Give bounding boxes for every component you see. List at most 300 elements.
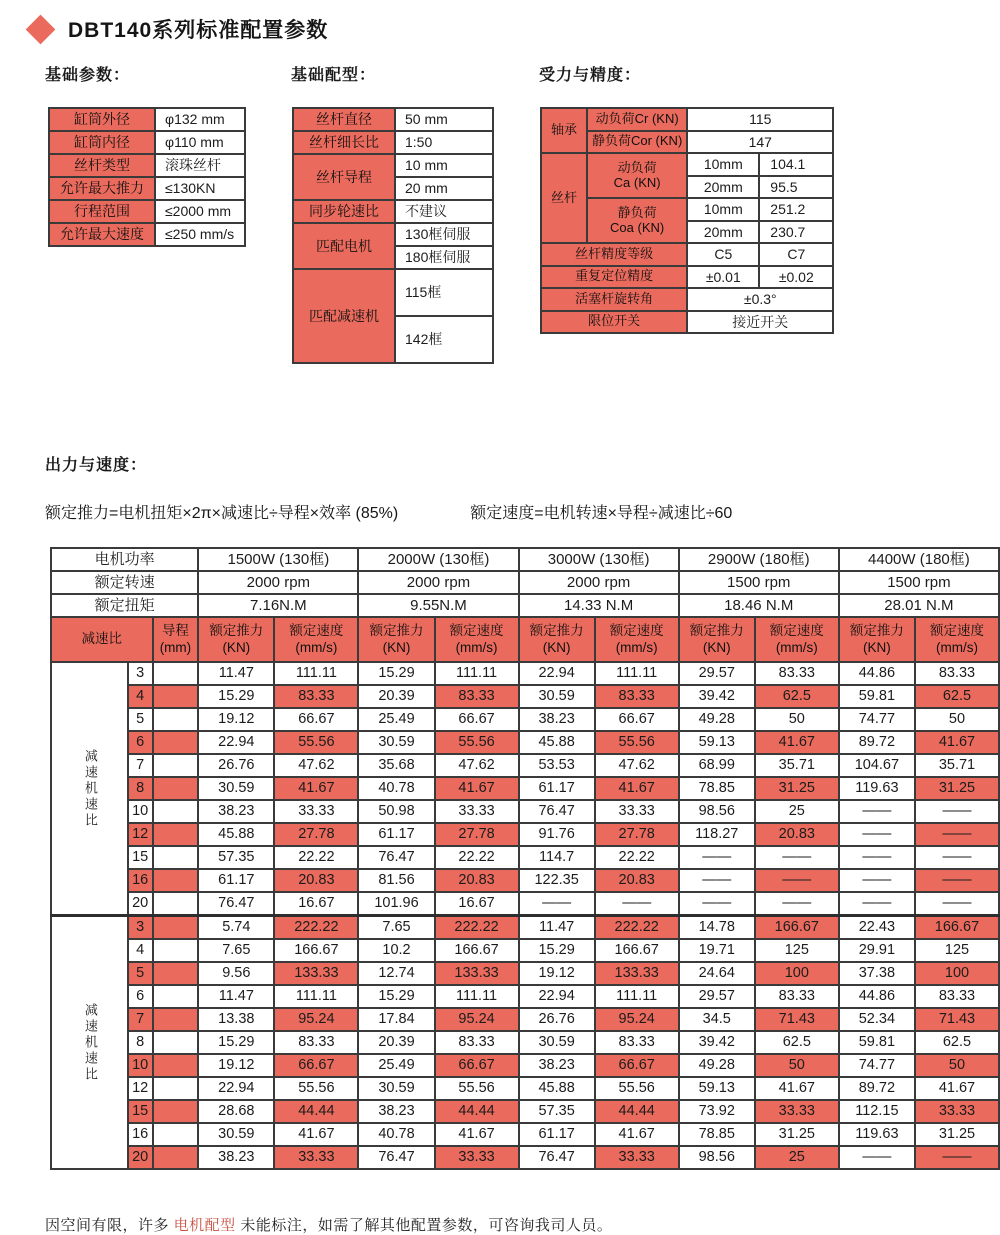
lead-key: 20mm: [687, 176, 759, 199]
label-line: 静负荷: [617, 204, 657, 220]
speed-cell: 83.33: [274, 1031, 358, 1054]
ratio-row: [51, 1031, 999, 1054]
row-label: 电机功率: [51, 548, 198, 571]
speed-cell: 20.83: [595, 869, 679, 892]
header-line: (mm/s): [935, 639, 978, 655]
thrust-cell: 7.65: [198, 939, 274, 962]
thrust-cell: 26.76: [198, 754, 274, 777]
speed-cell: 41.67: [595, 1123, 679, 1146]
speed-cell: 83.33: [274, 685, 358, 708]
thrust-cell: 81.56: [358, 869, 434, 892]
lead-cell: [153, 662, 199, 685]
lead-cell: [153, 1054, 199, 1077]
speed-cell: 66.67: [595, 708, 679, 731]
thrust-cell: 76.47: [198, 892, 274, 916]
ratio-row: [51, 777, 999, 800]
ratio-row: [51, 916, 999, 940]
speed-cell: 27.78: [595, 823, 679, 846]
config-value: 20 mm: [395, 177, 493, 200]
speed-cell: 41.67: [274, 1123, 358, 1146]
header-line: (KN): [542, 639, 571, 655]
speed-cell: 133.33: [595, 962, 679, 985]
ratio-row: [51, 823, 999, 846]
speed-cell: 66.67: [435, 708, 519, 731]
thrust-cell: 22.94: [198, 731, 274, 754]
speed-cell: 55.56: [435, 731, 519, 754]
ratio-row: [51, 1100, 999, 1123]
basic-params-table: [48, 107, 246, 247]
config-label: 丝杆导程: [293, 154, 395, 200]
header-line: (mm/s): [615, 639, 658, 655]
row-value: C7: [759, 243, 833, 266]
lead-cell: [153, 939, 199, 962]
header-line: (mm/s): [295, 639, 338, 655]
speed-cell: 41.67: [755, 1077, 839, 1100]
speed-cell: 33.33: [274, 1146, 358, 1169]
ratio-cell: 10: [128, 1054, 153, 1077]
config-value: 不建议: [395, 200, 493, 223]
speed-cell: 41.67: [435, 1123, 519, 1146]
speed-cell: 20.83: [755, 823, 839, 846]
lead-cell: [153, 892, 199, 916]
param-value: ≤2000 mm: [155, 200, 245, 223]
speed-cell: 44.44: [435, 1100, 519, 1123]
thrust-formula: 额定推力=电机扭矩×2π×减速比÷导程×效率 (85%): [45, 505, 399, 522]
lead-cell: [153, 731, 199, 754]
speed-cell: 16.67: [274, 892, 358, 916]
ratio-row: [51, 846, 999, 869]
thrust-cell: 22.43: [839, 916, 915, 940]
thrust-cell: 7.65: [358, 916, 434, 940]
param-value: ≤130KN: [155, 177, 245, 200]
thrust-cell: 78.85: [679, 1123, 755, 1146]
thrust-cell: 11.47: [198, 662, 274, 685]
thrust-cell: ——: [839, 823, 915, 846]
row-value: 251.2: [759, 198, 833, 221]
speed-cell: 62.5: [915, 685, 999, 708]
speed-cell: 31.25: [755, 777, 839, 800]
thrust-header: [519, 617, 595, 662]
speed-cell: 33.33: [435, 800, 519, 823]
row-label: 动负荷Cr (KN): [587, 108, 687, 131]
header-line: 额定速度: [449, 622, 504, 638]
ratio-cell: 3: [128, 662, 153, 685]
lead-cell: [153, 777, 199, 800]
lead-key: 10mm: [687, 198, 759, 221]
header-line: 导程: [161, 622, 189, 638]
speed-cell: 41.67: [435, 777, 519, 800]
header-line: 额定推力: [849, 622, 904, 638]
speed-cell: 66.67: [274, 708, 358, 731]
thrust-cell: 22.94: [519, 662, 595, 685]
thrust-cell: 11.47: [198, 985, 274, 1008]
output-speed-heading: 出力与速度：: [45, 457, 148, 474]
footer-note: [45, 1214, 612, 1235]
motor-torque: 9.55N.M: [358, 594, 518, 617]
config-label: 匹配减速机: [293, 269, 395, 363]
speed-cell: 16.67: [435, 892, 519, 916]
param-label: 允许最大速度: [49, 223, 155, 246]
thrust-cell: 40.78: [358, 777, 434, 800]
ratio-row: [51, 1146, 999, 1169]
thrust-cell: 15.29: [198, 1031, 274, 1054]
lead-cell: [153, 708, 199, 731]
ratio-cell: 10: [128, 800, 153, 823]
table-row: [293, 269, 493, 316]
thrust-cell: ——: [839, 1146, 915, 1169]
speed-cell: 33.33: [755, 1100, 839, 1123]
speed-cell: 55.56: [274, 1077, 358, 1100]
config-value: 130框伺服: [395, 223, 493, 246]
param-label: 缸筒外径: [49, 108, 155, 131]
header-line: (KN): [702, 639, 731, 655]
table-row: [293, 131, 493, 154]
config-value: 142框: [395, 316, 493, 363]
row-label: 额定转速: [51, 571, 198, 594]
page-header: [30, 14, 328, 44]
speed-cell: ——: [915, 846, 999, 869]
speed-cell: 25: [755, 1146, 839, 1169]
lead-cell: [153, 823, 199, 846]
speed-cell: ——: [915, 1146, 999, 1169]
thrust-cell: 5.74: [198, 916, 274, 940]
thrust-cell: 40.78: [358, 1123, 434, 1146]
thrust-cell: 76.47: [358, 846, 434, 869]
thrust-cell: 76.47: [519, 1146, 595, 1169]
row-label: [587, 153, 687, 198]
speed-cell: 83.33: [915, 985, 999, 1008]
thrust-cell: 12.74: [358, 962, 434, 985]
thrust-cell: 59.81: [839, 685, 915, 708]
thrust-cell: 118.27: [679, 823, 755, 846]
thrust-cell: 30.59: [358, 731, 434, 754]
thrust-cell: 57.35: [519, 1100, 595, 1123]
ratio-cell: 4: [128, 685, 153, 708]
table-row: [49, 108, 245, 131]
thrust-cell: 29.91: [839, 939, 915, 962]
thrust-cell: 30.59: [519, 685, 595, 708]
ratio-row: [51, 1077, 999, 1100]
group-vertical-label: 减速机速比: [51, 662, 128, 916]
speed-cell: 83.33: [595, 685, 679, 708]
thrust-cell: 59.13: [679, 731, 755, 754]
diamond-icon: [26, 14, 56, 44]
speed-cell: 95.24: [435, 1008, 519, 1031]
thrust-cell: 24.64: [679, 962, 755, 985]
table-row: [541, 266, 833, 289]
header-line: (mm/s): [455, 639, 498, 655]
header-line: (mm): [159, 639, 192, 655]
header-line: 额定速度: [769, 622, 824, 638]
speed-header: [274, 617, 358, 662]
speed-cell: 83.33: [595, 1031, 679, 1054]
row-label: 静负荷Cor (KN): [587, 131, 687, 154]
ratio-header: 减速比: [51, 617, 153, 662]
speed-formula: 额定速度=电机转速×导程÷减速比÷60: [470, 505, 733, 522]
config-value: 180框伺服: [395, 246, 493, 269]
motor-torque: 28.01 N.M: [839, 594, 999, 617]
table-row: [541, 311, 833, 334]
config-label: 丝杆细长比: [293, 131, 395, 154]
lead-cell: [153, 1077, 199, 1100]
row-value: 115: [687, 108, 833, 131]
thrust-cell: 10.2: [358, 939, 434, 962]
thrust-cell: 25.49: [358, 708, 434, 731]
thrust-cell: 38.23: [198, 800, 274, 823]
ratio-cell: 7: [128, 754, 153, 777]
thrust-cell: 49.28: [679, 1054, 755, 1077]
speed-cell: 222.22: [274, 916, 358, 940]
motor-rpm: 1500 rpm: [839, 571, 999, 594]
speed-cell: 100: [915, 962, 999, 985]
param-label: 行程范围: [49, 200, 155, 223]
speed-cell: 33.33: [435, 1146, 519, 1169]
thrust-cell: 19.12: [198, 708, 274, 731]
thrust-cell: 30.59: [198, 777, 274, 800]
thrust-cell: 78.85: [679, 777, 755, 800]
speed-cell: 25: [755, 800, 839, 823]
speed-cell: 35.71: [755, 754, 839, 777]
param-label: 丝杆类型: [49, 154, 155, 177]
lead-cell: [153, 916, 199, 940]
thrust-cell: 112.15: [839, 1100, 915, 1123]
speed-cell: 55.56: [274, 731, 358, 754]
speed-cell: 166.67: [435, 939, 519, 962]
speed-cell: ——: [755, 846, 839, 869]
speed-cell: 47.62: [595, 754, 679, 777]
speed-cell: 111.11: [274, 985, 358, 1008]
speed-cell: 22.22: [595, 846, 679, 869]
param-label: 缸筒内径: [49, 131, 155, 154]
speed-cell: 83.33: [915, 662, 999, 685]
row-label: [587, 198, 687, 243]
motor-rpm: 2000 rpm: [358, 571, 518, 594]
thrust-cell: ——: [839, 892, 915, 916]
thrust-cell: 15.29: [198, 685, 274, 708]
speed-cell: 62.5: [915, 1031, 999, 1054]
speed-cell: 66.67: [435, 1054, 519, 1077]
screw-label: 丝杆: [541, 153, 587, 243]
header-line: 额定速度: [929, 622, 984, 638]
thrust-cell: 45.88: [519, 1077, 595, 1100]
footer-text: 因空间有限，许多: [45, 1217, 174, 1234]
speed-cell: ——: [915, 800, 999, 823]
speed-cell: 41.67: [915, 731, 999, 754]
motor-power: 3000W (130框): [519, 548, 679, 571]
ratio-cell: 20: [128, 1146, 153, 1169]
speed-cell: 33.33: [595, 1146, 679, 1169]
config-label: 丝杆直径: [293, 108, 395, 131]
thrust-cell: 15.29: [358, 985, 434, 1008]
ratio-row: [51, 800, 999, 823]
speed-cell: 71.43: [755, 1008, 839, 1031]
row-value: 接近开关: [687, 311, 833, 334]
lead-cell: [153, 869, 199, 892]
speed-cell: 33.33: [915, 1100, 999, 1123]
thrust-cell: 11.47: [519, 916, 595, 940]
lead-cell: [153, 685, 199, 708]
lead-key: 20mm: [687, 221, 759, 244]
thrust-cell: 68.99: [679, 754, 755, 777]
table-row: [293, 108, 493, 131]
row-label: 限位开关: [541, 311, 687, 334]
thrust-cell: ——: [839, 846, 915, 869]
thrust-header: [198, 617, 274, 662]
thrust-cell: ——: [839, 800, 915, 823]
thrust-cell: 119.63: [839, 1123, 915, 1146]
speed-cell: 33.33: [595, 800, 679, 823]
header-line: (KN): [222, 639, 251, 655]
ratio-row: [51, 708, 999, 731]
ratio-cell: 12: [128, 823, 153, 846]
speed-cell: 41.67: [915, 1077, 999, 1100]
thrust-cell: ——: [679, 892, 755, 916]
speed-cell: 62.5: [755, 685, 839, 708]
table-row: [293, 200, 493, 223]
thrust-cell: 38.23: [519, 708, 595, 731]
config-value: 115框: [395, 269, 493, 316]
speed-cell: 133.33: [435, 962, 519, 985]
header-line: 额定推力: [209, 622, 264, 638]
param-label: 允许最大推力: [49, 177, 155, 200]
thrust-cell: 20.39: [358, 685, 434, 708]
ratio-row: [51, 685, 999, 708]
ratio-cell: 4: [128, 939, 153, 962]
thrust-cell: 14.78: [679, 916, 755, 940]
row-value: C5: [687, 243, 759, 266]
thrust-cell: 89.72: [839, 1077, 915, 1100]
speed-cell: 50: [915, 708, 999, 731]
speed-cell: 27.78: [274, 823, 358, 846]
basic-params-heading: 基础参数：: [45, 67, 131, 84]
speed-cell: 41.67: [274, 777, 358, 800]
motor-torque: 7.16N.M: [198, 594, 358, 617]
speed-cell: 111.11: [435, 985, 519, 1008]
motor-power-row: [51, 548, 999, 571]
thrust-cell: 61.17: [198, 869, 274, 892]
ratio-cell: 7: [128, 1008, 153, 1031]
table-row: [541, 288, 833, 311]
lead-header: [153, 617, 199, 662]
table-row: [541, 153, 833, 176]
ratio-cell: 8: [128, 1031, 153, 1054]
config-value: 50 mm: [395, 108, 493, 131]
table-row: [49, 177, 245, 200]
row-value: 147: [687, 131, 833, 154]
speed-cell: 20.83: [435, 869, 519, 892]
group-vertical-label: 减速机速比: [51, 916, 128, 1170]
thrust-cell: 26.76: [519, 1008, 595, 1031]
basic-config-table: [292, 107, 494, 364]
speed-cell: 222.22: [595, 916, 679, 940]
thrust-cell: 19.12: [198, 1054, 274, 1077]
row-label: 丝杆精度等级: [541, 243, 687, 266]
label-line: 动负荷: [617, 159, 657, 175]
thrust-cell: 119.63: [839, 777, 915, 800]
thrust-cell: 61.17: [358, 823, 434, 846]
force-precision-heading: 受力与精度：: [539, 67, 642, 84]
thrust-cell: 38.23: [519, 1054, 595, 1077]
lead-cell: [153, 1146, 199, 1169]
thrust-cell: 49.28: [679, 708, 755, 731]
table-row: [541, 243, 833, 266]
thrust-cell: 59.13: [679, 1077, 755, 1100]
speed-cell: 95.24: [595, 1008, 679, 1031]
thrust-cell: 15.29: [358, 662, 434, 685]
speed-cell: 66.67: [595, 1054, 679, 1077]
motor-torque: 18.46 N.M: [679, 594, 839, 617]
thrust-cell: 17.84: [358, 1008, 434, 1031]
ratio-row: [51, 892, 999, 916]
param-value: φ110 mm: [155, 131, 245, 154]
header-line: 额定速度: [289, 622, 344, 638]
ratio-row: [51, 962, 999, 985]
thrust-cell: 53.53: [519, 754, 595, 777]
thrust-cell: 73.92: [679, 1100, 755, 1123]
thrust-cell: 22.94: [198, 1077, 274, 1100]
thrust-cell: 15.29: [519, 939, 595, 962]
thrust-cell: ——: [679, 846, 755, 869]
row-value: ±0.02: [759, 266, 833, 289]
thrust-cell: 25.49: [358, 1054, 434, 1077]
thrust-cell: 45.88: [198, 823, 274, 846]
row-value: 230.7: [759, 221, 833, 244]
speed-cell: 35.71: [915, 754, 999, 777]
speed-cell: 100: [755, 962, 839, 985]
lead-cell: [153, 846, 199, 869]
speed-cell: 222.22: [435, 916, 519, 940]
speed-header: [755, 617, 839, 662]
page-title: DBT140系列标准配置参数: [68, 19, 329, 42]
ratio-row: [51, 985, 999, 1008]
ratio-cell: 20: [128, 892, 153, 916]
speed-cell: 111.11: [274, 662, 358, 685]
header-line: 额定推力: [529, 622, 584, 638]
speed-cell: 83.33: [435, 1031, 519, 1054]
thrust-cell: 74.77: [839, 708, 915, 731]
ratio-cell: 15: [128, 846, 153, 869]
speed-cell: 41.67: [595, 777, 679, 800]
thrust-cell: 9.56: [198, 962, 274, 985]
speed-cell: ——: [595, 892, 679, 916]
thrust-header: [358, 617, 434, 662]
speed-cell: 166.67: [274, 939, 358, 962]
ratio-cell: 8: [128, 777, 153, 800]
header-line: 额定推力: [689, 622, 744, 638]
row-value: 104.1: [759, 153, 833, 176]
speed-header: [435, 617, 519, 662]
config-label: 匹配电机: [293, 223, 395, 269]
speed-cell: 20.83: [274, 869, 358, 892]
table-row: [49, 154, 245, 177]
basic-config-heading: 基础配型：: [291, 67, 377, 84]
thrust-cell: 52.34: [839, 1008, 915, 1031]
thrust-cell: 76.47: [358, 1146, 434, 1169]
speed-cell: 47.62: [435, 754, 519, 777]
speed-cell: 166.67: [915, 916, 999, 940]
ratio-row: [51, 1123, 999, 1146]
row-label: 活塞杆旋转角: [541, 288, 687, 311]
row-label: 额定扭矩: [51, 594, 198, 617]
thrust-cell: 29.57: [679, 985, 755, 1008]
table-row: [293, 223, 493, 246]
thrust-cell: 59.81: [839, 1031, 915, 1054]
header-line: 额定推力: [369, 622, 424, 638]
speed-cell: 22.22: [274, 846, 358, 869]
thrust-cell: 30.59: [519, 1031, 595, 1054]
force-precision-table: [540, 107, 834, 334]
ratio-row: [51, 1008, 999, 1031]
